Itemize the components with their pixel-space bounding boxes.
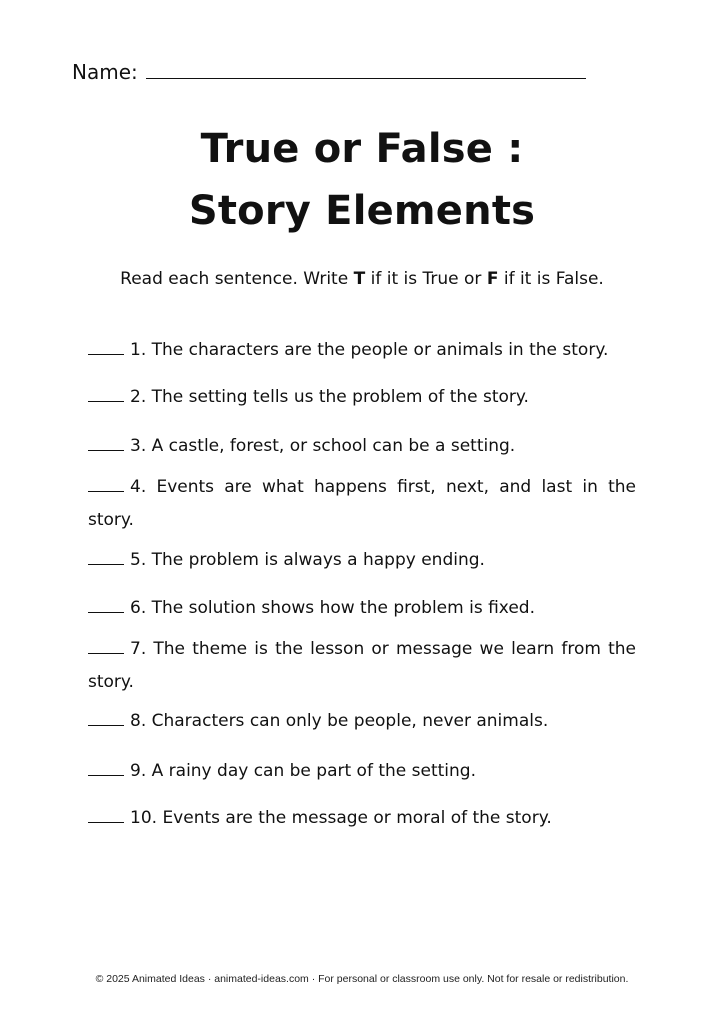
question-item bbox=[88, 592, 636, 625]
instructions-part-2: if it is True or bbox=[365, 269, 487, 289]
question-text: 8. Characters can only be people, never animals. bbox=[130, 711, 549, 731]
question-item bbox=[88, 471, 636, 537]
name-field bbox=[72, 58, 586, 86]
question-text: 3. A castle, forest, or school can be a setting. bbox=[130, 436, 516, 456]
answer-blank[interactable] bbox=[88, 597, 124, 613]
question-item bbox=[88, 430, 636, 463]
title-line-2: Story Elements bbox=[188, 188, 536, 234]
question-text: 7. The theme is the lesson or message we learn from the story. bbox=[88, 639, 636, 692]
instructions bbox=[0, 266, 724, 292]
answer-blank[interactable] bbox=[88, 386, 124, 402]
answer-blank[interactable] bbox=[88, 638, 124, 654]
question-item bbox=[88, 802, 636, 835]
question-item bbox=[88, 381, 636, 414]
name-label: Name: bbox=[72, 60, 138, 84]
question-text: 4. Events are what happens first, next, and last in the story. bbox=[88, 477, 636, 530]
instructions-true-letter: T bbox=[353, 269, 366, 289]
answer-blank[interactable] bbox=[88, 807, 124, 823]
question-item bbox=[88, 755, 636, 788]
footer-copyright: © 2025 Animated Ideas · animated-ideas.com · For personal or classroom use only. Not for resale or redistribution. bbox=[95, 973, 629, 985]
page-title bbox=[0, 118, 724, 242]
answer-blank[interactable] bbox=[88, 710, 124, 726]
question-text: 5. The problem is always a happy ending. bbox=[130, 550, 485, 570]
question-item bbox=[88, 544, 636, 577]
question-text: 10. Events are the message or moral of the story. bbox=[130, 808, 552, 828]
title-line-1: True or False : bbox=[200, 126, 524, 172]
question-text: 1. The characters are the people or animals in the story. bbox=[130, 340, 609, 360]
question-item bbox=[88, 705, 636, 738]
name-blank-line[interactable] bbox=[146, 58, 586, 79]
instructions-part-1: Read each sentence. Write bbox=[120, 269, 354, 289]
question-item bbox=[88, 334, 636, 367]
instructions-part-3: if it is False. bbox=[498, 269, 604, 289]
question-item bbox=[88, 633, 636, 699]
answer-blank[interactable] bbox=[88, 760, 124, 776]
answer-blank[interactable] bbox=[88, 476, 124, 492]
answer-blank[interactable] bbox=[88, 435, 124, 451]
answer-blank[interactable] bbox=[88, 549, 124, 565]
answer-blank[interactable] bbox=[88, 339, 124, 355]
question-text: 2. The setting tells us the problem of the story. bbox=[130, 387, 529, 407]
question-text: 6. The solution shows how the problem is fixed. bbox=[130, 598, 535, 618]
question-text: 9. A rainy day can be part of the setting. bbox=[130, 761, 476, 781]
instructions-false-letter: F bbox=[486, 269, 499, 289]
